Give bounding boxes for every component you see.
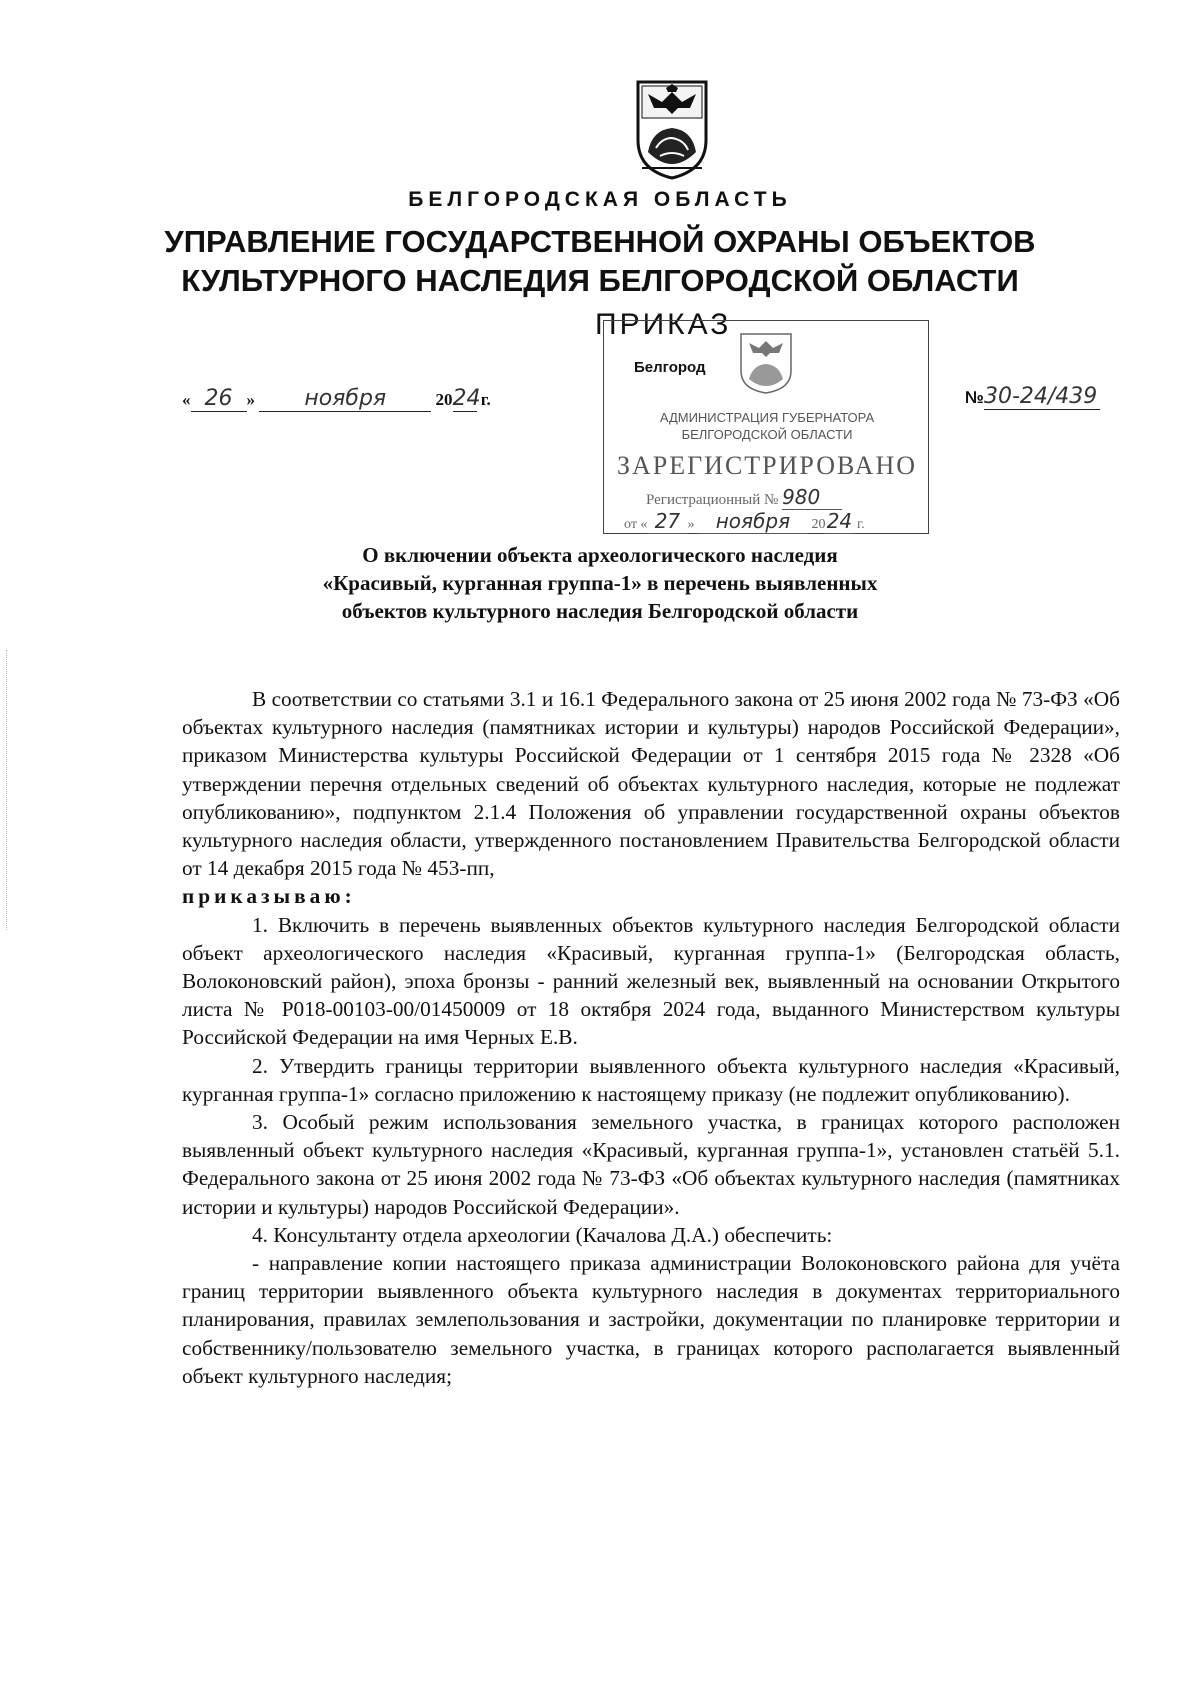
order-date [182,386,491,412]
date-close-quote: » [246,390,255,409]
agency-name-line2: КУЛЬТУРНОГО НАСЛЕДИЯ БЕЛГОРОДСКОЙ ОБЛАСТИ [181,263,1019,298]
stamp-date-year: 24 [826,509,853,533]
document-title-line1: О включении объекта археологического наследия [362,543,838,567]
order-verb [182,882,1120,910]
coat-of-arms-icon [632,78,712,180]
order-verb-text: приказываю: [182,884,356,909]
item-4-sub-1: - направление копии настоящего приказа администрации Волоконовского района для учёта границ территории выявленного объекта культурного наследия в документах территориального планирования, правилах землепользования и застройки, документации по планировке территории и собственнику/пользователю земельного участка, в границах которого располагается выявленный объект культурного наследия; [182,1251,1120,1388]
document-title-line2: «Красивый, курганная группа-1» в перечень выявленных [322,571,878,595]
stamp-date-mid: » [687,517,695,532]
agency-name-line1: УПРАВЛЕНИЕ ГОСУДАРСТВЕННОЙ ОХРАНЫ ОБЪЕКТОВ [164,224,1036,259]
preamble-paragraph: В соответствии со статьями 3.1 и 16.1 Федерального закона от 25 июня 2002 года № 73-ФЗ «Об объектах культурного наследия (памятниках истории и культуры) народов Российской Федерации», приказом Министерства культуры Российской Федерации от 1 сентября 2015 года № 2328 «Об утверждении перечня отдельных сведений об объектах культурного наследия, которые не подлежат опубликованию», подпунктом 2.1.4 Положения об управлении государственной охраны объектов культурного наследия области, утвержденного постановлением Правительства Белгородской области от 14 декабря 2015 года № 453-пп, [182,687,1120,881]
document-title [0,541,1200,625]
stamp-date-year-end: г. [856,517,865,532]
stamp-admin-line2: БЕЛГОРОДСКОЙ ОБЛАСТИ [681,427,853,442]
stamp-reg-value: 980 [782,485,842,510]
stamp-admin-line1: АДМИНИСТРАЦИЯ ГУБЕРНАТОРА [659,410,875,425]
date-year: 24 [452,386,481,411]
stamp-registered: ЗАРЕГИСТРИРОВАНО [617,451,917,480]
date-month: ноября [259,386,431,412]
item-4: 4. Консультанту отдела археологии (Качалова Д.А.) обеспечить: [252,1222,833,1247]
stamp-date [624,509,865,534]
order-number [965,384,1100,410]
agency-name [0,222,1200,300]
stamp-city: Белгород [634,359,706,376]
stamp-admin [604,409,930,443]
scan-margin-marks [6,650,10,930]
document-body [182,685,1120,1390]
order-number-label: № [965,388,984,407]
stamp-reg-label: Регистрационный № [646,492,779,508]
date-open-quote: « [182,390,191,409]
stamp-date-month: ноября [698,509,808,534]
stamp-reg-number [646,485,842,510]
date-day: 26 [191,386,247,412]
region-name: БЕЛГОРОДСКАЯ ОБЛАСТЬ [408,188,792,211]
stamp-date-day: 27 [647,509,687,534]
order-heading: ПРИКАЗ [595,308,732,341]
order-number-value: 30-24/439 [984,384,1100,410]
date-year-end: г. [480,390,491,409]
stamp-coat-of-arms-icon [737,331,795,395]
item-3: 3. Особый режим использования земельного участка, в границах которого расположен выявленный объект культурного наследия «Красивый, курганная группа-1», установлен статьёй 5.1. Федерального закона от 25 июня 2002 года № 73-ФЗ «Об объектах культурного наследия (памятниках истории и культуры) народов Российской Федерации». [182,1110,1120,1219]
stamp-date-prefix: от « [624,517,648,532]
item-1: 1. Включить в перечень выявленных объектов культурного наследия Белгородской области объект археологического наследия «Красивый, курганная группа-1» (Белгородская область, Волоконовский район), эпоха бронзы - ранний железный век, выявленный на основании Открытого листа № Р018-00103-00/01450009 от 18 октября 2024 года, выданного Министерством культуры Российской Федерации на имя Черных Е.В. [182,912,1120,1050]
document-title-line3: объектов культурного наследия Белгородской области [341,599,859,623]
date-year-prefix: 20 [435,390,453,409]
item-2: 2. Утвердить границы территории выявленного объекта культурного наследия «Красивый, курганная группа-1» согласно приложению к настоящему приказу (не подлежит опубликованию). [182,1053,1120,1106]
stamp-date-year-prefix: 20 [811,517,826,532]
registration-stamp [603,320,929,534]
